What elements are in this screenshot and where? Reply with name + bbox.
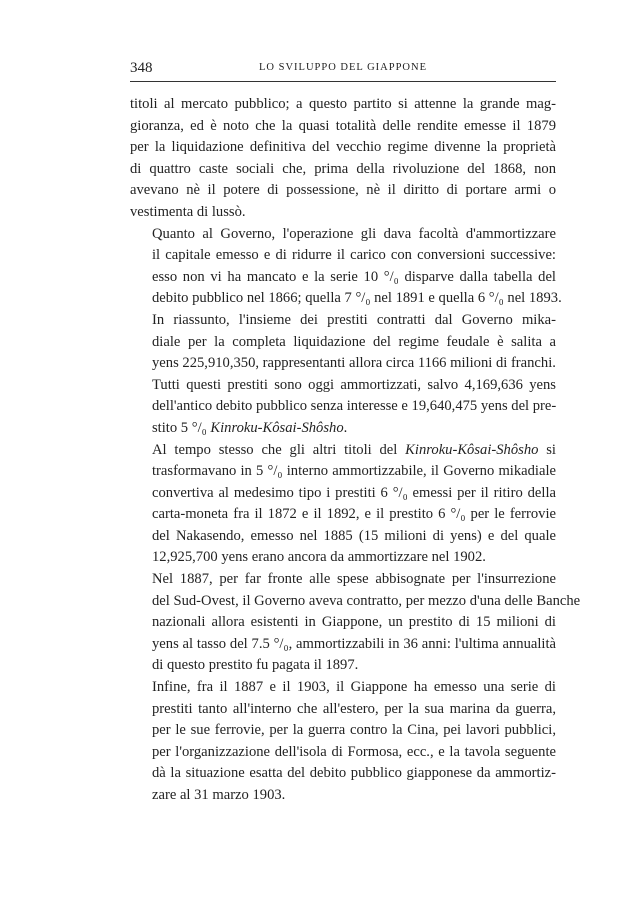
text-line: yens 225,910,350, rappresentanti allora circa 1166 milioni di franchi. xyxy=(152,355,556,372)
paragraph-1 xyxy=(130,94,556,224)
text-line: per le sue ferrovie, per la guerra contro la Cina, pei lavori pubblici, xyxy=(152,722,556,739)
paragraph-2 xyxy=(130,224,562,310)
italic-term: Kinroku-Kôsai-Shôsho xyxy=(405,441,539,458)
text-run: . xyxy=(343,419,348,436)
text-run: Al tempo stesso che gli altri titoli del xyxy=(152,441,406,458)
text-line: diale per la completa liquidazione del regime feudale è salita a xyxy=(152,333,556,350)
text-line: per la liquidazione definitiva del vecchio regime divenne la proprietà xyxy=(130,139,556,156)
text-line: avevano nè il potere di possessione, nè il diritto di portare armi o xyxy=(130,182,556,199)
paragraph-5 xyxy=(130,440,556,570)
text-line: Nel 1887, per far fronte alle spese abbisognate per l'insurrezione xyxy=(152,571,556,588)
paragraph-6 xyxy=(130,569,581,677)
text-run: stito 5 °/₀ xyxy=(152,419,211,436)
text-line: dà la situazione esatta del debito pubblico giapponese da ammortiz- xyxy=(152,765,556,782)
text-line: debito pubblico nel 1866; quella 7 °/₀ nel 1891 e quella 6 °/₀ nel 1893. xyxy=(152,290,562,307)
text-line xyxy=(130,440,556,462)
text-line: titoli al mercato pubblico; a questo partito si attenne la grande mag- xyxy=(130,96,556,112)
paragraph-7 xyxy=(130,677,556,807)
text-line: Infine, fra il 1887 e il 1903, il Giappone ha emesso una serie di xyxy=(152,679,556,696)
text-line: convertiva al medesimo tipo i prestiti 6 °/₀ emessi per il ritiro della xyxy=(152,484,556,501)
text-line: In riassunto, l'insieme dei prestiti contratti dal Governo mika- xyxy=(152,311,556,328)
running-title: LO SVILUPPO DEL GIAPPONE xyxy=(259,62,427,73)
text-line: yens al tasso del 7.5 °/₀, ammortizzabili in 36 anni: l'ultima annualità xyxy=(152,635,556,652)
text-line: trasformavano in 5 °/₀ interno ammortizzabile, il Governo mikadiale xyxy=(152,463,556,480)
text-line: gioranza, ed è noto che la quasi totalità delle rendite emesse il 1879 xyxy=(130,117,556,134)
text-line: 12,925,700 yens erano ancora da ammortizzare nel 1902. xyxy=(152,549,486,566)
text-line: dell'antico debito pubblico senza interesse e 19,640,475 yens del pre- xyxy=(152,398,557,415)
text-line: esso non vi ha mancato e la serie 10 °/₀ disparve dalla tabella del xyxy=(152,268,556,285)
text-line: prestiti tanto all'interno che all'estero, per la sua marina da guerra, xyxy=(152,700,556,717)
body-text xyxy=(130,94,581,807)
text-line: del Sud-Ovest, il Governo aveva contratto, per mezzo d'una delle Banche xyxy=(152,592,581,609)
text-run: si xyxy=(538,441,556,458)
text-line xyxy=(130,418,556,440)
text-line: zare al 31 marzo 1903. xyxy=(152,787,286,803)
text-line: di questo prestito fu pagata il 1897. xyxy=(152,657,359,674)
text-line: Quanto al Governo, l'operazione gli dava facoltà d'ammortizzare xyxy=(152,225,556,242)
italic-term: Kinroku-Kôsai-Shôsho xyxy=(210,419,344,436)
text-line: del Nakasendo, emesso nel 1885 (15 milioni di yens) e del quale xyxy=(152,527,556,544)
text-line: di quattro caste sociali che, prima della rivoluzione del 1868, non xyxy=(130,160,556,177)
text-line: per l'organizzazione dell'isola di Formosa, ecc., e la tavola seguente xyxy=(152,743,556,760)
header-rule xyxy=(130,81,556,82)
paragraph-4 xyxy=(130,375,556,440)
text-line: vestimenta di lussò. xyxy=(130,203,246,220)
page-header xyxy=(130,60,556,80)
page-number: 348 xyxy=(130,60,153,76)
text-line: nazionali allora esistenti in Giappone, un prestito di 15 milioni di xyxy=(152,614,556,631)
paragraph-3 xyxy=(130,310,556,375)
text-line: il capitale emesso e di ridurre il carico con conversioni successive: xyxy=(152,247,556,264)
text-line: Tutti questi prestiti sono oggi ammortizzati, salvo 4,169,636 yens xyxy=(152,376,556,393)
text-line: carta-moneta fra il 1872 e il 1892, e il prestito 6 °/₀ per le ferrovie xyxy=(152,506,556,523)
